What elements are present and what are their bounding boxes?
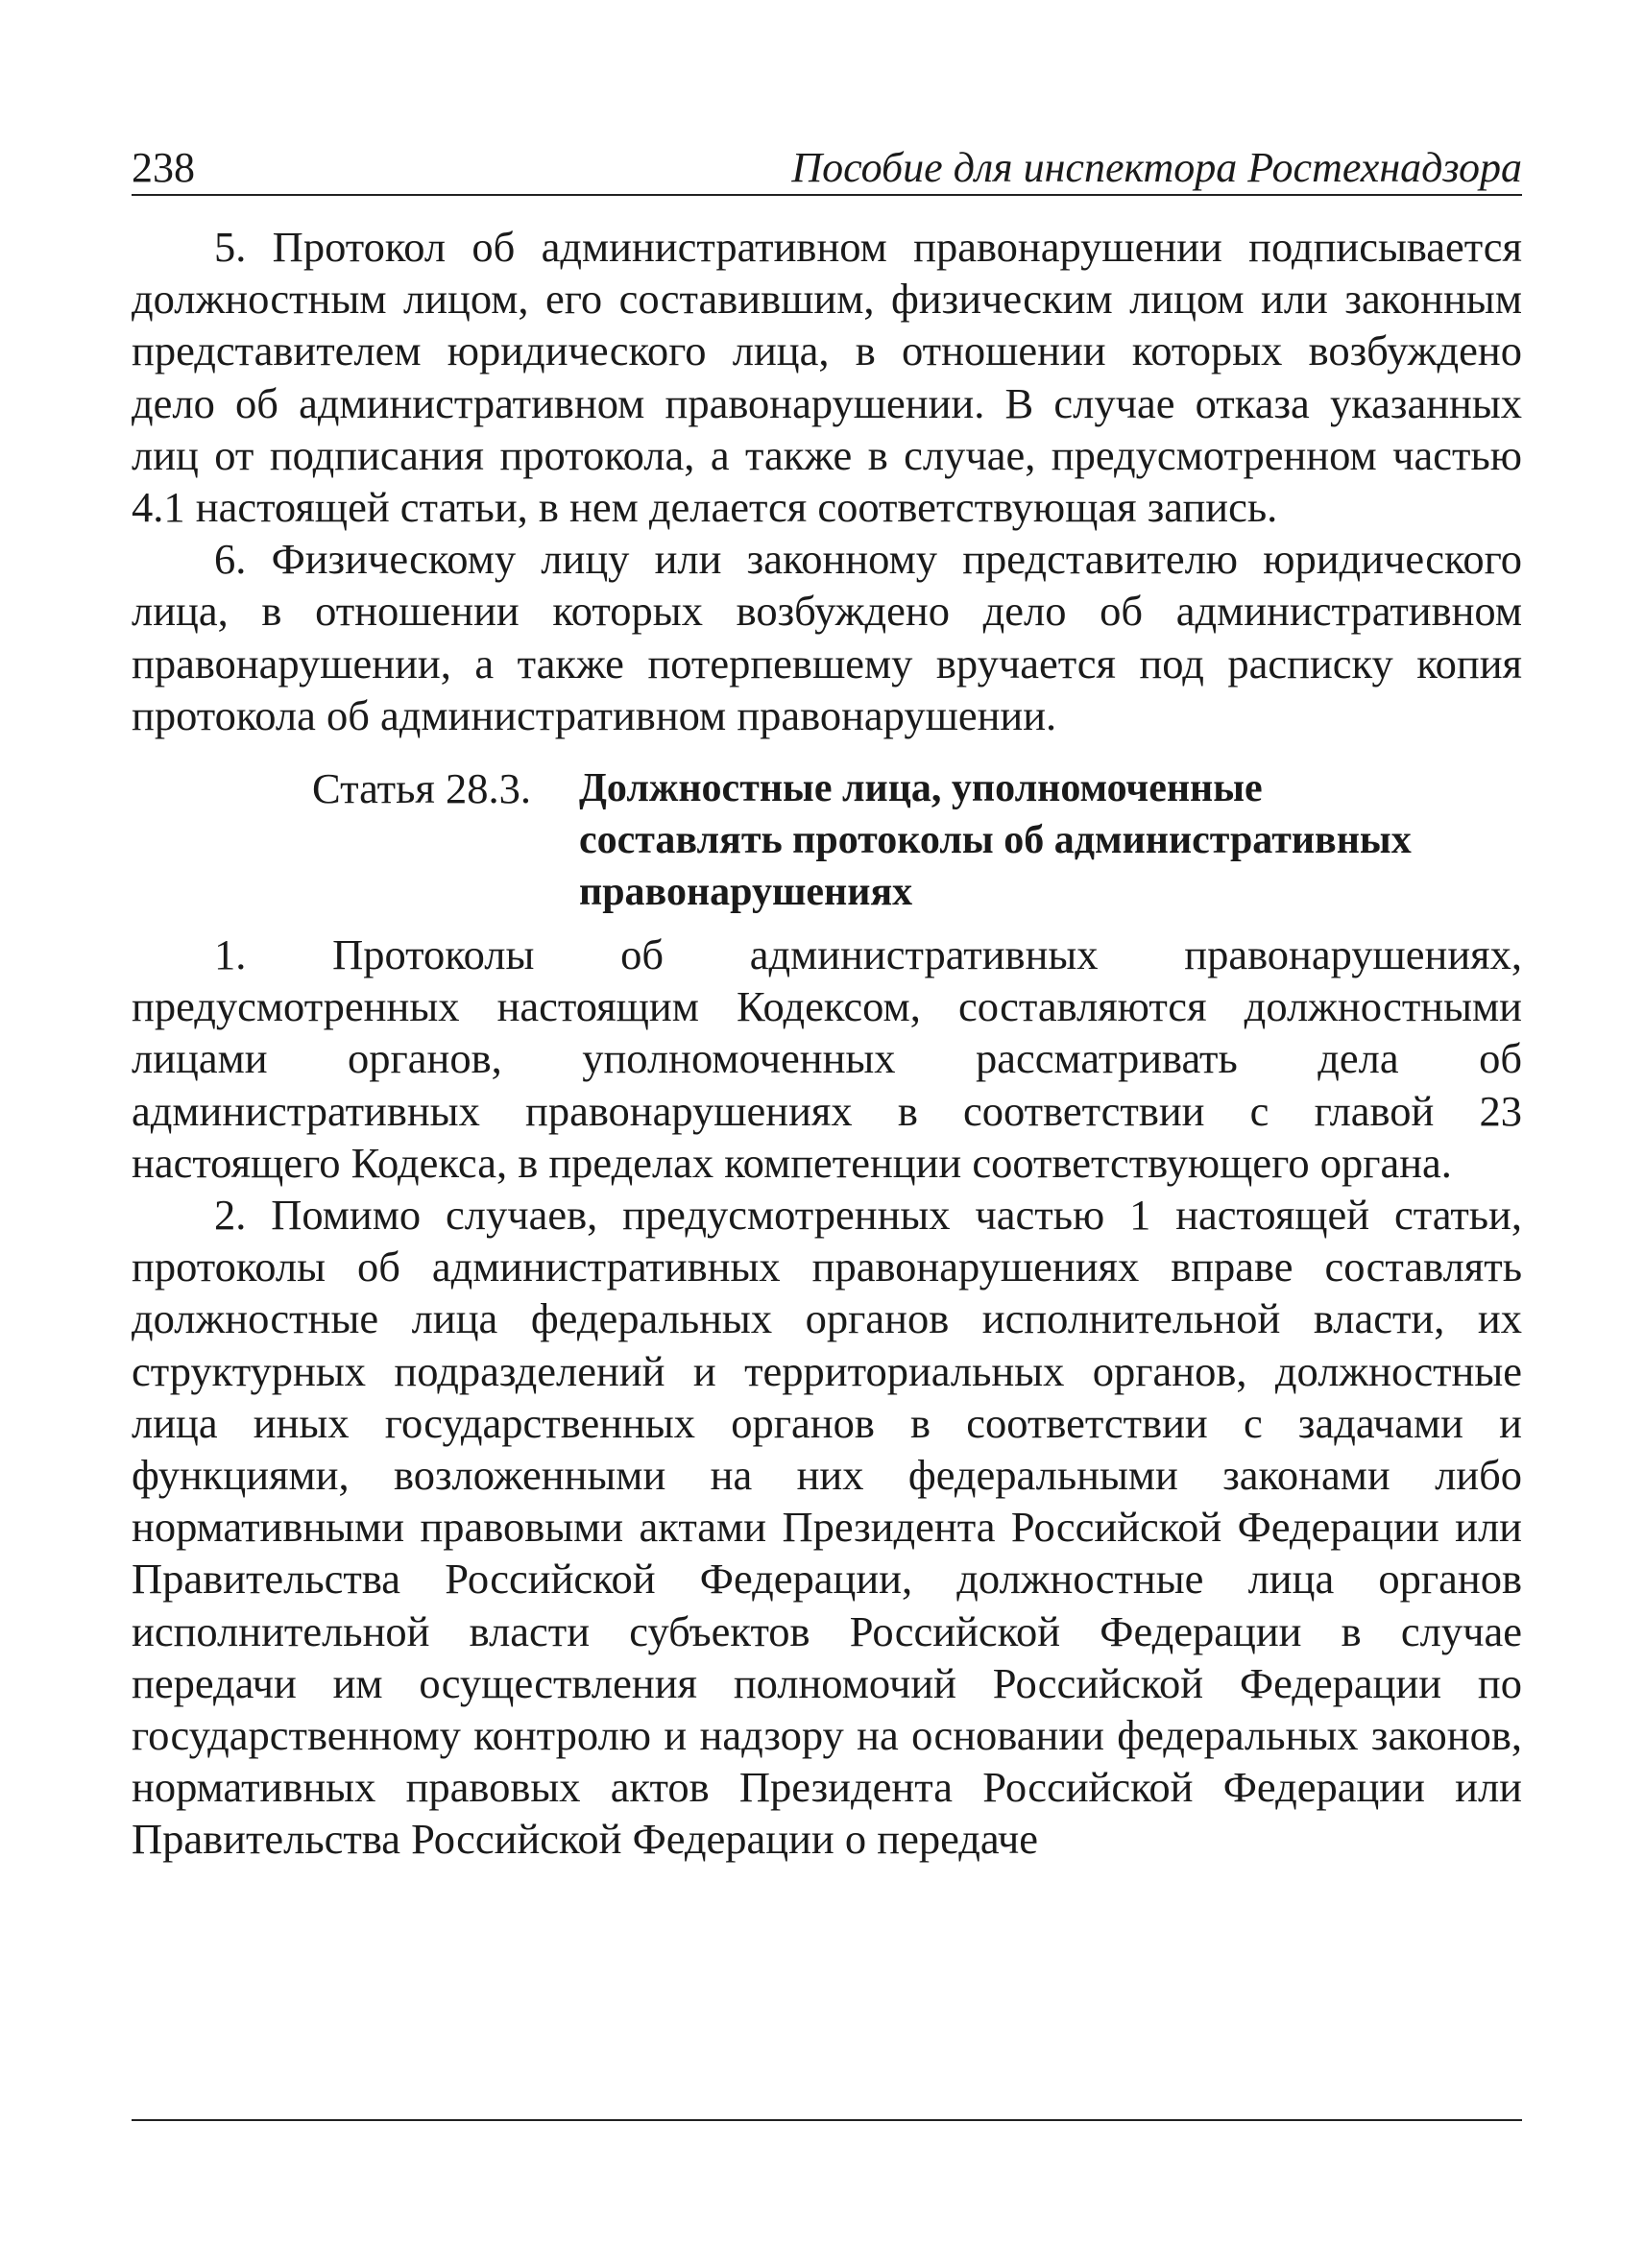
article-label: Статья 28.3. (312, 764, 532, 813)
paragraph-5: 5. Протокол об административном правонарушении подписывается должностным лицом, его составившим, физическим лицом или законным представителем юридического лица, в отношении которых возбуждено дело об административном правонарушении. В случае отказа указанных лиц от подписания протокола, а также в случае, предусмотренном частью 4.1 настоящей статьи, в нем делается соответствующая запись. (132, 223, 1522, 532)
page-number: 238 (132, 144, 195, 191)
article-heading (132, 762, 1522, 919)
running-title: Пособие для инспектора Ростехнадзора (791, 144, 1522, 191)
page-header (132, 144, 1522, 192)
paragraph-2: 2. Помимо случаев, предусмотренных частью 1 настоящей статьи, протоколы об административных правонарушениях вправе составлять должностные лица федеральных органов исполнительной власти, их структурных подразделений и территориальных органов, должностные лица иных государственных органов в соответствии с задачами и функциями, возложенными на них федеральными законами либо нормативными правовыми актами Президента Российской Федерации или Правительства Российской Федерации, должностные лица органов исполнительной власти субъектов Российской Федерации в случае передачи им осуществления полномочий Российской Федерации по государственному контролю и надзору на основании федеральных законов, нормативных правовых актов Президента Российской Федерации или Правительства Российской Федерации о передаче (132, 1191, 1522, 1864)
article-title: Должностные лица, уполномоченные составлять протоколы об административных правонарушениях (579, 766, 1412, 915)
footer-rule (132, 2119, 1522, 2121)
book-page (132, 144, 1522, 1864)
paragraph-6: 6. Физическому лицу или законному представителю юридического лица, в отношении которых возбуждено дело об административном правонарушении, а также потерпевшему вручается под расписку копия протокола об административном правонарушении. (132, 535, 1522, 739)
paragraph-1: 1. Протоколы об административных правонарушениях, предусмотренных настоящим Кодексом, составляются должностными лицами органов, уполномоченных рассматривать дела об административных правонарушениях в соответствии с главой 23 настоящего Кодекса, в пределах компетенции соответствующего органа. (132, 930, 1522, 1187)
header-rule (132, 194, 1522, 196)
page-body (132, 221, 1522, 1866)
